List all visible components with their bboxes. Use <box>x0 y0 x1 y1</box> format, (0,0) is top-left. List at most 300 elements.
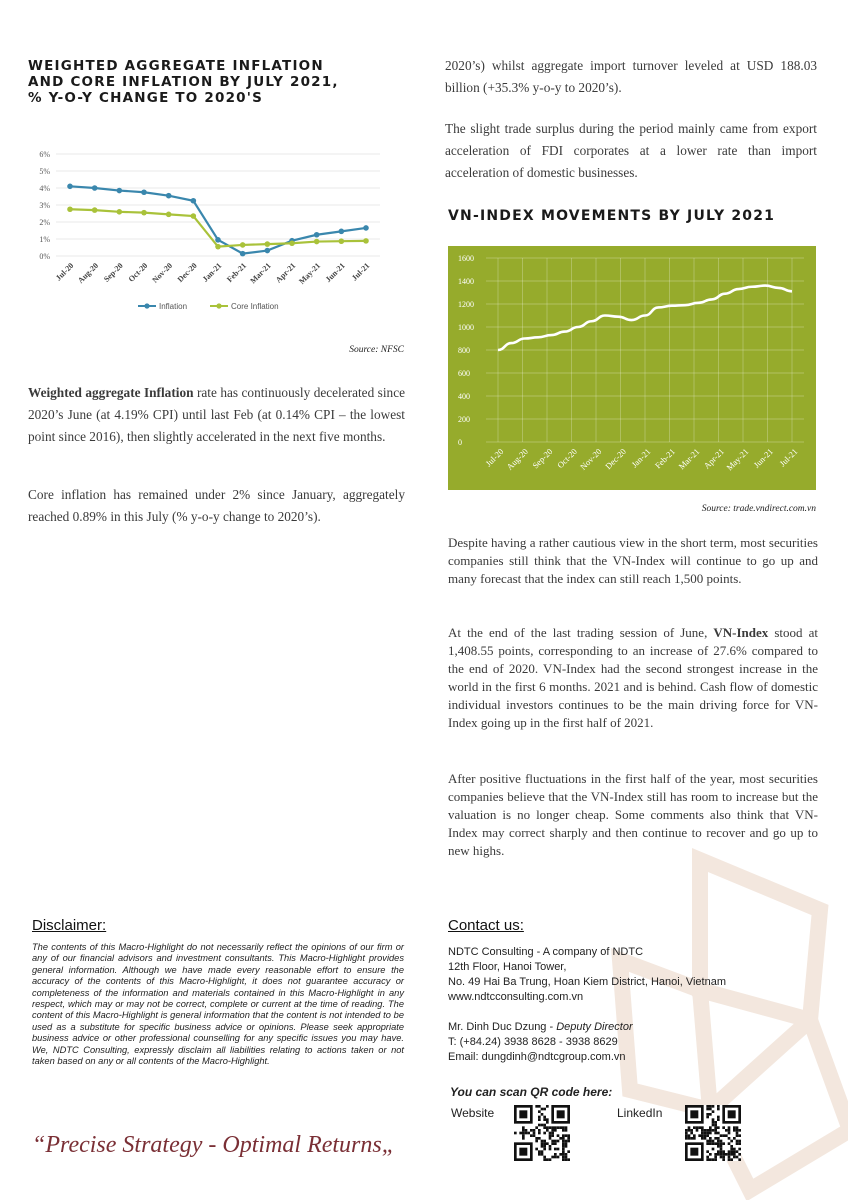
qr-module <box>546 1126 549 1129</box>
chart1-x-tick-label: Nov-20 <box>150 261 175 285</box>
qr-module <box>538 1105 541 1108</box>
qr-module <box>738 1153 741 1156</box>
qr-module <box>551 1132 554 1135</box>
contact-address-line1: 12th Floor, Hanoi Tower, <box>448 961 567 973</box>
chart1-data-point <box>363 238 369 244</box>
chart2-x-tick-label: Jul-21 <box>777 446 800 469</box>
qr-module <box>717 1145 720 1148</box>
qr-module <box>720 1134 723 1137</box>
chart1-x-tick-label: Feb-21 <box>225 261 249 285</box>
qr-module <box>519 1132 522 1135</box>
inflation-paragraph <box>28 382 405 448</box>
vn-index-bold-term: VN-Index <box>713 625 769 640</box>
qr-module <box>706 1105 709 1108</box>
qr-module <box>709 1129 712 1132</box>
qr-module <box>543 1145 546 1148</box>
qr-module <box>538 1137 541 1140</box>
chart1-y-tick-label: 4% <box>39 184 50 193</box>
qr-module <box>717 1116 720 1119</box>
qr-module <box>543 1156 546 1159</box>
qr-module <box>525 1129 528 1132</box>
chart1-data-point <box>363 225 369 231</box>
qr-module <box>722 1150 725 1153</box>
qr-module <box>706 1158 709 1161</box>
qr-module <box>709 1108 712 1111</box>
qr-module <box>738 1158 741 1161</box>
vn-index-june-rest: stood at 1,408.55 points, corresponding to an increase of 27.6% compared to the end of 2020. VN-Index had the second strongest increase in the world in the first 6 months. 2021 and is behind. Cash flow of domestic individual investors continues to be the main driving force for VN-Index going up in the first half of 2021. <box>448 625 818 730</box>
qr-module <box>704 1129 707 1132</box>
qr-module <box>709 1132 712 1135</box>
qr-module <box>722 1156 725 1159</box>
qr-finder-core <box>728 1110 736 1118</box>
qr-module <box>733 1150 736 1153</box>
chart2-x-tick-label: Dec-20 <box>603 446 628 472</box>
chart2-y-tick-label: 1600 <box>458 254 474 263</box>
chart1-data-point <box>265 241 271 247</box>
chart1-data-point <box>67 206 73 212</box>
chart1-y-tick-label: 1% <box>39 235 50 244</box>
qr-module <box>543 1158 546 1161</box>
qr-module <box>728 1158 731 1161</box>
chart1-x-tick-label: Jul-21 <box>349 261 372 283</box>
qr-module <box>738 1148 741 1151</box>
qr-module <box>706 1150 709 1153</box>
chart2-x-tick-label: Feb-21 <box>652 446 677 471</box>
chart1-data-point <box>141 210 147 216</box>
qr-module <box>738 1140 741 1143</box>
qr-module <box>554 1129 557 1132</box>
qr-finder-core <box>690 1110 698 1118</box>
qr-module <box>522 1126 525 1129</box>
qr-module <box>551 1142 554 1145</box>
qr-module <box>565 1156 568 1159</box>
contact-email-link[interactable]: Email: dungdinh@ndtcgroup.com.vn <box>448 1051 626 1063</box>
chart2-source: Source: trade.vndirect.com.vn <box>701 504 816 514</box>
qr-module <box>701 1126 704 1129</box>
qr-module <box>562 1142 565 1145</box>
qr-module <box>522 1134 525 1137</box>
qr-module <box>533 1134 536 1137</box>
slogan: “Precise Strategy - Optimal Returns„ <box>32 1132 396 1158</box>
qr-module <box>728 1126 731 1129</box>
qr-module <box>562 1145 565 1148</box>
qr-module <box>535 1105 538 1108</box>
qr-module <box>685 1134 688 1137</box>
qr-module <box>557 1126 560 1129</box>
qr-module <box>543 1116 546 1119</box>
vn-index-line-chart <box>448 246 816 490</box>
chart1-legend-marker <box>144 303 149 308</box>
qr-module <box>712 1118 715 1121</box>
qr-module <box>701 1137 704 1140</box>
disclaimer-text: The contents of this Macro-Highlight do not necessarily reflect the opinions of our firm or any of our financial advisors and investment consultants. This Macro-Highlight provides general information. Although we have made every reasonable effort to ensure the accuracy of the contents of this Macro-Highlight, it does not guarantee accuracy or completeness of the information and materials contained in this Macro-Highlight in any respect, which may or may not be correct, complete or current at the time of reading. The content of this Macro-Highlight is general information that the content is not intended to be used as a substitute for specific business advice or opinions. Please seek appropriate business advice or other professional counselling for any specific issues you may have. We, NDTC Consulting, expressly disclaim all liabilities relating to actions taken or not taken based on any or all contents of the Macro-Highlight. <box>32 942 404 1067</box>
qr-module <box>712 1158 715 1161</box>
chart2-y-tick-label: 800 <box>458 346 470 355</box>
qr-module <box>541 1108 544 1111</box>
chart2-x-tick-label: Aug-20 <box>504 446 530 472</box>
qr-module <box>717 1142 720 1145</box>
chart1-y-tick-label: 5% <box>39 167 50 176</box>
qr-module <box>736 1132 739 1135</box>
qr-module <box>728 1129 731 1132</box>
chart2-x-tick-label: Jul-20 <box>483 446 506 469</box>
qr-module <box>706 1156 709 1159</box>
qr-module <box>714 1124 717 1127</box>
qr-module <box>720 1142 723 1145</box>
vn-index-june-pre: At the end of the last trading session of June, <box>448 625 714 640</box>
chart1-data-point <box>215 237 221 243</box>
chart1-x-tick-label: Mar-21 <box>248 261 273 286</box>
chart1-y-tick-label: 3% <box>39 201 50 210</box>
chart1-data-point <box>92 185 98 191</box>
chart1-data-point <box>166 212 172 218</box>
qr-module <box>730 1150 733 1153</box>
chart1-data-point <box>314 232 320 238</box>
qr-module <box>549 1134 552 1137</box>
qr-module <box>738 1134 741 1137</box>
qr-module <box>567 1134 570 1137</box>
qr-module <box>543 1126 546 1129</box>
qr-module <box>714 1129 717 1132</box>
chart1-source: Source: NFSC <box>349 345 404 355</box>
qr-module <box>709 1142 712 1145</box>
chart1-x-tick-label: Jun-21 <box>323 261 347 285</box>
qr-module <box>549 1137 552 1140</box>
chart1-x-tick-label: Jul-20 <box>53 261 76 283</box>
chart2-y-tick-label: 0 <box>458 438 462 447</box>
qr-module <box>717 1137 720 1140</box>
qr-module <box>551 1140 554 1143</box>
qr-module <box>714 1137 717 1140</box>
qr-module <box>557 1134 560 1137</box>
qr-module <box>527 1132 530 1135</box>
qr-module <box>565 1129 568 1132</box>
qr-module <box>541 1145 544 1148</box>
qr-module <box>728 1137 731 1140</box>
qr-module <box>549 1145 552 1148</box>
qr-module <box>720 1145 723 1148</box>
qr-module <box>714 1126 717 1129</box>
chart1-legend-label: Inflation <box>159 302 188 311</box>
qr-module <box>546 1105 549 1108</box>
chart1-x-tick-label: Aug-20 <box>76 261 101 286</box>
qr-module <box>549 1126 552 1129</box>
qr-module <box>562 1156 565 1159</box>
chart1-title: WEIGHTED AGGREGATE INFLATION AND CORE INFLATION BY JULY 2021, % Y-O-Y CHANGE TO 2020'S <box>28 58 339 106</box>
qr-module <box>720 1140 723 1143</box>
qr-module <box>565 1134 568 1137</box>
qr-module <box>722 1153 725 1156</box>
qr-module <box>551 1134 554 1137</box>
website-qr-code-icon[interactable] <box>514 1105 570 1161</box>
qr-module <box>533 1132 536 1135</box>
contact-person-name: Mr. Dinh Duc Dzung - <box>448 1021 557 1033</box>
qr-module <box>554 1126 557 1129</box>
qr-module <box>709 1158 712 1161</box>
qr-module <box>722 1158 725 1161</box>
qr-module <box>717 1126 720 1129</box>
qr-module <box>736 1134 739 1137</box>
qr-module <box>538 1124 541 1127</box>
contact-company: NDTC Consulting - A company of NDTC <box>448 946 644 958</box>
qr-module <box>554 1153 557 1156</box>
qr-module <box>722 1134 725 1137</box>
qr-module <box>690 1137 693 1140</box>
qr-module <box>706 1113 709 1116</box>
qr-module <box>557 1156 560 1159</box>
qr-module <box>736 1150 739 1153</box>
qr-module <box>728 1156 731 1159</box>
qr-module <box>712 1105 715 1108</box>
qr-module <box>725 1129 728 1132</box>
qr-module <box>530 1134 533 1137</box>
qr-module <box>712 1121 715 1124</box>
qr-module <box>562 1158 565 1161</box>
qr-module <box>720 1156 723 1159</box>
qr-module <box>567 1137 570 1140</box>
qr-module <box>522 1132 525 1135</box>
chart1-y-tick-label: 6% <box>39 150 50 159</box>
qr-module <box>696 1129 699 1132</box>
qr-module <box>712 1148 715 1151</box>
qr-module <box>698 1134 701 1137</box>
qr-module <box>535 1148 538 1151</box>
qr-module <box>562 1148 565 1151</box>
qr-module <box>549 1158 552 1161</box>
qr-module <box>554 1148 557 1151</box>
qr-module <box>546 1158 549 1161</box>
qr-module <box>543 1148 546 1151</box>
qr-module <box>514 1132 517 1135</box>
qr-module <box>709 1126 712 1129</box>
qr-module <box>709 1105 712 1108</box>
contact-person <box>448 1020 633 1035</box>
contact-phone: T: (+84.24) 3938 8628 - 3938 8629 <box>448 1036 618 1048</box>
qr-module <box>533 1129 536 1132</box>
qr-finder-core <box>519 1110 527 1118</box>
chart1-x-tick-label: May-21 <box>297 261 323 286</box>
qr-module <box>725 1134 728 1137</box>
chart1-data-point <box>265 248 271 254</box>
chart1-x-tick-label: Apr-21 <box>273 261 298 285</box>
qr-module <box>562 1137 565 1140</box>
qr-module <box>709 1140 712 1143</box>
qr-module <box>525 1132 528 1135</box>
qr-module <box>728 1153 731 1156</box>
qr-module <box>685 1137 688 1140</box>
chart1-data-point <box>191 198 197 204</box>
disclaimer-heading: Disclaimer: <box>32 917 107 934</box>
qr-module <box>543 1124 546 1127</box>
qr-module <box>688 1126 691 1129</box>
qr-module <box>554 1156 557 1159</box>
qr-module <box>717 1150 720 1153</box>
qr-module <box>546 1129 549 1132</box>
qr-module <box>685 1132 688 1135</box>
qr-module <box>720 1148 723 1151</box>
qr-module <box>549 1132 552 1135</box>
chart1-x-tick-label: Jan-21 <box>200 261 224 284</box>
qr-module <box>704 1134 707 1137</box>
qr-module <box>543 1140 546 1143</box>
qr-module <box>688 1129 691 1132</box>
qr-module <box>538 1110 541 1113</box>
qr-module <box>736 1142 739 1145</box>
qr-module <box>733 1126 736 1129</box>
qr-module <box>706 1132 709 1135</box>
qr-module <box>567 1140 570 1143</box>
qr-module <box>541 1153 544 1156</box>
qr-module <box>722 1142 725 1145</box>
chart2-y-tick-label: 200 <box>458 415 470 424</box>
qr-module <box>546 1142 549 1145</box>
qr-module <box>733 1148 736 1151</box>
qr-module <box>736 1140 739 1143</box>
chart2-y-tick-label: 600 <box>458 369 470 378</box>
qr-module <box>543 1118 546 1121</box>
qr-module <box>725 1153 728 1156</box>
qr-module <box>562 1153 565 1156</box>
qr-module <box>717 1140 720 1143</box>
qr-module <box>538 1132 541 1135</box>
chart1-data-point <box>166 193 172 199</box>
qr-module <box>706 1142 709 1145</box>
qr-module <box>543 1132 546 1135</box>
qr-module <box>693 1137 696 1140</box>
chart2-x-tick-label: Sep-20 <box>530 446 555 471</box>
chart2-x-tick-label: Nov-20 <box>577 446 604 472</box>
qr-module <box>714 1153 717 1156</box>
qr-module <box>685 1129 688 1132</box>
qr-module <box>538 1116 541 1119</box>
qr-module <box>701 1132 704 1135</box>
qr-module <box>738 1142 741 1145</box>
qr-module <box>557 1140 560 1143</box>
qr-module <box>701 1129 704 1132</box>
qr-module <box>551 1156 554 1159</box>
qr-module <box>554 1140 557 1143</box>
chart1-legend-label: Core Inflation <box>231 302 279 311</box>
vn-index-outlook-paragraph: Despite having a rather cautious view in the short term, most securities companies still think that the VN-Index will continue to go up and many forecast that the index can still reach 1,500 points. <box>448 535 818 586</box>
chart1-x-tick-label: Dec-20 <box>175 261 199 285</box>
qr-module <box>712 1140 715 1143</box>
qr-module <box>535 1126 538 1129</box>
qr-module <box>541 1140 544 1143</box>
qr-module <box>736 1156 739 1159</box>
qr-module <box>693 1134 696 1137</box>
qr-module <box>546 1118 549 1121</box>
qr-finder-core <box>557 1110 565 1118</box>
qr-module <box>709 1137 712 1140</box>
qr-module <box>696 1126 699 1129</box>
qr-module <box>706 1116 709 1119</box>
qr-module <box>562 1129 565 1132</box>
chart1-y-tick-label: 2% <box>39 218 50 227</box>
qr-module <box>522 1129 525 1132</box>
qr-module <box>730 1145 733 1148</box>
qr-module <box>717 1132 720 1135</box>
qr-module <box>704 1132 707 1135</box>
qr-module <box>728 1142 731 1145</box>
chart2-y-tick-label: 1400 <box>458 277 474 286</box>
chart2-x-tick-label: Mar-21 <box>676 446 702 472</box>
qr-module <box>714 1156 717 1159</box>
chart1-series-line <box>70 186 366 253</box>
qr-website-label: Website <box>451 1106 495 1120</box>
qr-module <box>704 1137 707 1140</box>
chart1-data-point <box>339 238 345 244</box>
qr-module <box>736 1126 739 1129</box>
inflation-paragraph-text: rate has continuously decelerated since 2020’s June (at 4.19% CPI) until last Feb (at 0.14% CPI – the lowest point since 2016), then slightly accelerated in the next five months. <box>28 385 405 444</box>
qr-module <box>565 1126 568 1129</box>
contact-person-role: Deputy Director <box>556 1021 633 1033</box>
qr-module <box>559 1153 562 1156</box>
qr-module <box>543 1108 546 1111</box>
qr-module <box>706 1140 709 1143</box>
qr-module <box>733 1156 736 1159</box>
qr-module <box>712 1142 715 1145</box>
qr-module <box>717 1105 720 1108</box>
qr-module <box>709 1153 712 1156</box>
qr-module <box>530 1129 533 1132</box>
qr-module <box>712 1110 715 1113</box>
qr-module <box>565 1140 568 1143</box>
qr-module <box>733 1137 736 1140</box>
qr-module <box>690 1129 693 1132</box>
chart1-data-point <box>240 242 246 248</box>
qr-module <box>730 1158 733 1161</box>
qr-module <box>714 1132 717 1135</box>
chart2-x-tick-label: Jun-21 <box>751 446 775 470</box>
chart1-data-point <box>67 184 73 190</box>
qr-module <box>538 1150 541 1153</box>
chart1-x-tick-label: Sep-20 <box>102 261 125 284</box>
qr-module <box>717 1108 720 1111</box>
chart1-data-point <box>141 189 147 195</box>
chart2-title: VN-INDEX MOVEMENTS BY JULY 2021 <box>448 208 776 224</box>
qr-module <box>701 1134 704 1137</box>
qr-module <box>543 1142 546 1145</box>
qr-module <box>720 1150 723 1153</box>
qr-module <box>714 1121 717 1124</box>
chart1-x-tick-label: Oct-20 <box>126 261 150 284</box>
qr-module <box>562 1126 565 1129</box>
chart2-x-tick-label: Oct-20 <box>555 446 579 471</box>
qr-module <box>559 1137 562 1140</box>
chart2-y-tick-label: 1000 <box>458 323 474 332</box>
qr-module <box>714 1158 717 1161</box>
qr-module <box>712 1124 715 1127</box>
chart1-data-point <box>240 251 246 257</box>
qr-module <box>720 1153 723 1156</box>
qr-finder-core <box>519 1148 527 1156</box>
qr-module <box>706 1134 709 1137</box>
qr-module <box>736 1129 739 1132</box>
qr-module <box>738 1129 741 1132</box>
qr-module <box>538 1118 541 1121</box>
qr-module <box>688 1137 691 1140</box>
inflation-line-chart <box>28 140 388 320</box>
qr-module <box>541 1150 544 1153</box>
qr-module <box>559 1126 562 1129</box>
chart1-legend-marker <box>216 303 221 308</box>
qr-module <box>546 1121 549 1124</box>
qr-module <box>551 1129 554 1132</box>
linkedin-qr-code-icon[interactable] <box>685 1105 741 1161</box>
contact-website-link[interactable]: www.ndtcconsulting.com.vn <box>448 991 584 1003</box>
chart2-y-tick-label: 400 <box>458 392 470 401</box>
qr-module <box>538 1153 541 1156</box>
